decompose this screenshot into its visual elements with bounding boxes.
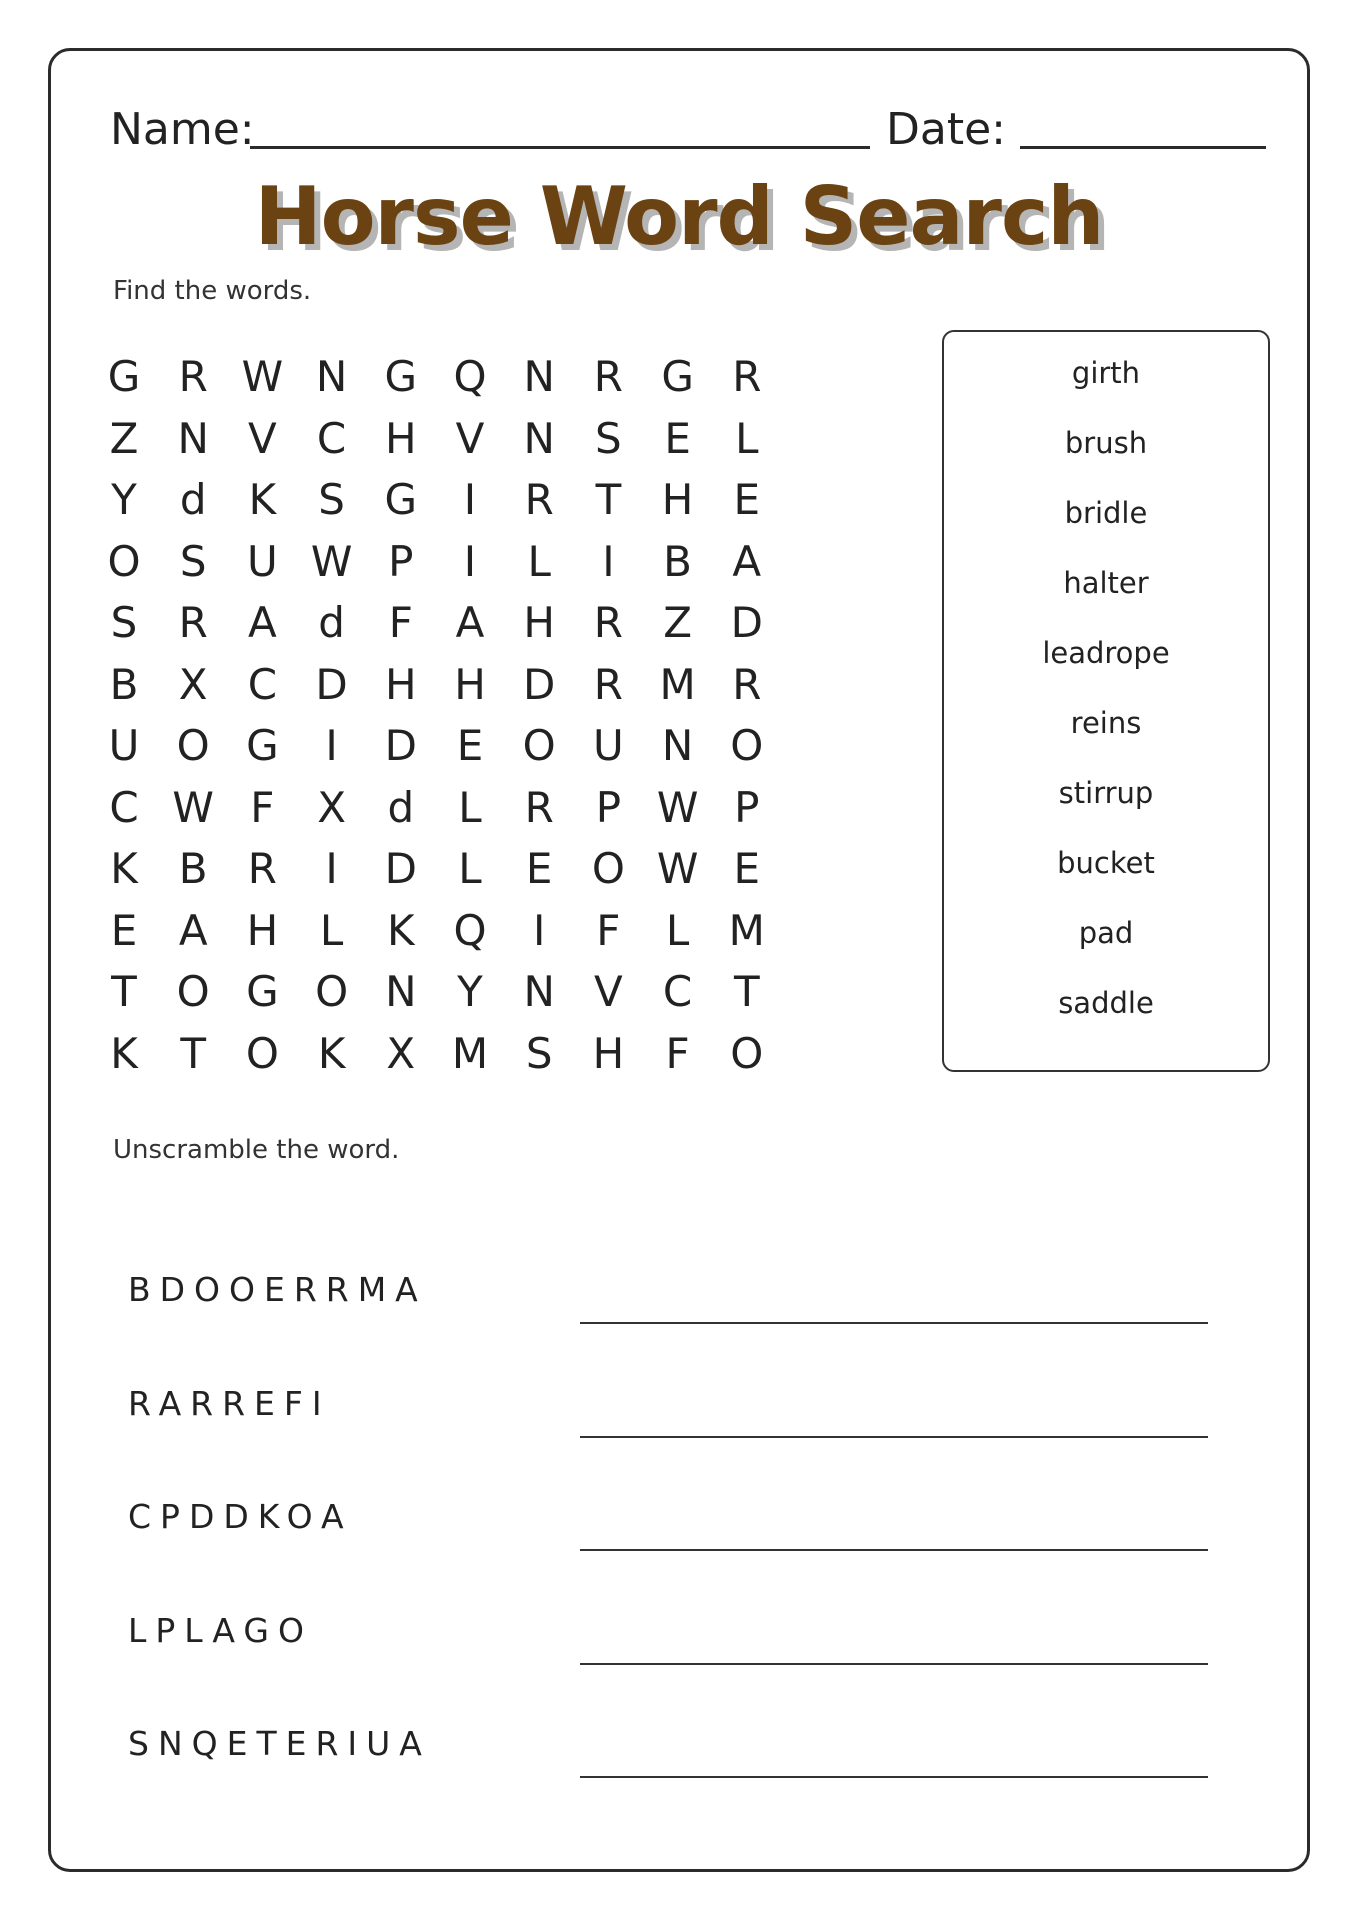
grid-letter[interactable]: F: [596, 905, 621, 955]
grid-letter[interactable]: A: [455, 598, 485, 647]
grid-letter[interactable]: G: [384, 352, 418, 401]
grid-letter[interactable]: E: [525, 844, 553, 893]
grid-letter[interactable]: F: [250, 782, 275, 832]
grid-letter[interactable]: X: [317, 782, 346, 832]
unscramble-instruction: Unscramble the word.: [113, 1135, 400, 1165]
grid-letter[interactable]: d: [387, 782, 415, 832]
grid-letter[interactable]: H: [661, 475, 694, 524]
grid-letter[interactable]: Z: [663, 598, 692, 647]
word-list-box: [942, 330, 1270, 1072]
grid-letter[interactable]: R: [593, 352, 623, 401]
word-list-item: saddle: [1058, 986, 1154, 1020]
answer-line[interactable]: [580, 1549, 1208, 1551]
word-list-item: bridle: [1064, 496, 1148, 530]
grid-letter[interactable]: C: [662, 967, 693, 1016]
grid-letter[interactable]: O: [591, 844, 625, 893]
scrambled-word: RARREFI: [128, 1383, 331, 1423]
grid-letter[interactable]: W: [172, 782, 214, 832]
grid-letter[interactable]: Y: [457, 967, 483, 1016]
grid-letter[interactable]: I: [463, 475, 477, 524]
grid-letter[interactable]: I: [463, 536, 477, 586]
grid-letter[interactable]: H: [454, 659, 486, 709]
word-list-item: stirrup: [1058, 776, 1154, 810]
grid-letter[interactable]: S: [595, 413, 622, 463]
grid-letter[interactable]: Z: [109, 413, 139, 463]
grid-letter[interactable]: O: [315, 967, 349, 1016]
grid-letter[interactable]: G: [246, 721, 279, 770]
grid-letter[interactable]: Q: [453, 905, 487, 955]
grid-letter[interactable]: L: [735, 413, 759, 463]
grid-letter[interactable]: E: [110, 905, 138, 955]
grid-letter[interactable]: U: [247, 536, 278, 586]
grid-letter[interactable]: G: [384, 475, 418, 524]
grid-letter[interactable]: I: [532, 905, 546, 955]
grid-letter[interactable]: A: [732, 536, 762, 586]
grid-letter[interactable]: R: [524, 475, 554, 524]
date-label: Date:: [886, 104, 1006, 155]
word-search-instruction: Find the words.: [113, 276, 312, 306]
grid-letter[interactable]: S: [318, 475, 345, 524]
word-list-item: pad: [1078, 916, 1134, 950]
grid-letter[interactable]: T: [733, 967, 760, 1016]
grid-letter[interactable]: U: [593, 721, 624, 770]
grid-letter[interactable]: E: [733, 475, 761, 524]
grid-letter[interactable]: G: [661, 352, 694, 401]
grid-letter[interactable]: O: [522, 721, 556, 770]
grid-letter[interactable]: H: [592, 1028, 625, 1078]
grid-letter[interactable]: N: [385, 967, 417, 1016]
grid-letter[interactable]: Y: [111, 475, 137, 524]
grid-letter[interactable]: D: [523, 659, 556, 709]
grid-letter[interactable]: N: [661, 721, 694, 770]
grid-letter[interactable]: M: [659, 659, 696, 709]
grid-letter[interactable]: N: [177, 413, 209, 463]
answer-line[interactable]: [580, 1436, 1208, 1438]
grid-letter[interactable]: E: [664, 413, 691, 463]
grid-letter[interactable]: B: [663, 536, 692, 586]
grid-letter[interactable]: E: [733, 844, 761, 893]
word-list-item: halter: [1063, 566, 1149, 600]
grid-letter[interactable]: R: [593, 598, 623, 647]
grid-letter[interactable]: S: [525, 1028, 553, 1078]
grid-letter[interactable]: P: [388, 536, 414, 586]
grid-letter[interactable]: G: [246, 967, 279, 1016]
grid-letter[interactable]: T: [595, 475, 622, 524]
grid-letter[interactable]: L: [458, 844, 482, 893]
answer-line[interactable]: [580, 1776, 1208, 1778]
grid-letter[interactable]: L: [458, 782, 482, 832]
grid-letter[interactable]: K: [317, 1028, 346, 1078]
grid-letter[interactable]: V: [455, 413, 485, 463]
grid-letter[interactable]: L: [665, 905, 690, 955]
scrambled-word: BDOOERRMA: [128, 1270, 427, 1309]
grid-letter[interactable]: S: [179, 536, 207, 586]
grid-letter[interactable]: X: [178, 659, 208, 709]
word-list-item: leadrope: [1042, 636, 1170, 670]
grid-letter[interactable]: K: [110, 844, 138, 893]
grid-letter[interactable]: R: [732, 352, 762, 401]
grid-letter[interactable]: T: [111, 967, 137, 1016]
grid-letter[interactable]: M: [728, 905, 765, 955]
grid-letter[interactable]: H: [523, 598, 555, 647]
unscramble-row: [128, 1384, 1208, 1464]
grid-letter[interactable]: H: [246, 905, 279, 955]
word-list-item: bucket: [1057, 846, 1155, 880]
answer-line[interactable]: [580, 1322, 1208, 1324]
unscramble-row: [128, 1611, 1208, 1691]
grid-letter[interactable]: L: [527, 536, 551, 586]
grid-letter[interactable]: I: [325, 844, 338, 893]
word-list-item: girth: [1071, 356, 1141, 390]
grid-letter[interactable]: L: [319, 905, 344, 955]
grid-letter[interactable]: G: [107, 352, 141, 401]
grid-letter[interactable]: d: [318, 598, 345, 647]
grid-letter[interactable]: A: [178, 905, 208, 955]
scrambled-word: SNQETERIUA: [128, 1724, 431, 1763]
name-field[interactable]: [250, 146, 870, 149]
name-label: Name:: [110, 104, 255, 155]
grid-letter[interactable]: N: [315, 352, 348, 401]
grid-letter[interactable]: C: [316, 413, 347, 463]
grid-letter[interactable]: E: [456, 721, 484, 770]
grid-letter[interactable]: I: [602, 536, 615, 586]
grid-letter[interactable]: O: [176, 967, 210, 1016]
grid-letter[interactable]: D: [315, 659, 348, 709]
grid-letter[interactable]: N: [523, 352, 555, 401]
grid-letter[interactable]: S: [110, 598, 138, 647]
scrambled-word: CPDDKOA: [128, 1497, 353, 1536]
grid-letter[interactable]: B: [109, 659, 139, 709]
grid-letter[interactable]: O: [107, 536, 141, 586]
grid-letter[interactable]: D: [730, 598, 763, 647]
grid-letter[interactable]: P: [734, 782, 760, 832]
grid-letter[interactable]: K: [110, 1028, 138, 1078]
grid-letter[interactable]: K: [387, 905, 415, 955]
grid-letter[interactable]: B: [178, 844, 208, 893]
grid-letter[interactable]: F: [665, 1028, 690, 1078]
grid-letter[interactable]: R: [178, 352, 208, 401]
grid-letter[interactable]: R: [732, 659, 762, 709]
grid-letter[interactable]: U: [108, 721, 140, 770]
grid-letter[interactable]: C: [109, 782, 139, 832]
grid-letter[interactable]: W: [656, 782, 699, 832]
grid-letter[interactable]: D: [384, 721, 417, 770]
grid-letter[interactable]: V: [248, 413, 277, 463]
grid-letter[interactable]: K: [248, 475, 277, 524]
grid-letter[interactable]: P: [595, 782, 622, 832]
grid-letter[interactable]: O: [245, 1028, 279, 1078]
grid-letter[interactable]: W: [656, 844, 699, 893]
scrambled-word: LPLAGO: [128, 1610, 313, 1650]
grid-letter[interactable]: W: [310, 536, 353, 586]
grid-letter[interactable]: D: [384, 844, 417, 893]
unscramble-row: [128, 1724, 1208, 1804]
word-list-item: reins: [1070, 706, 1142, 740]
grid-letter[interactable]: X: [386, 1028, 416, 1078]
grid-letter[interactable]: Q: [453, 352, 487, 401]
answer-line[interactable]: [580, 1663, 1208, 1665]
grid-letter[interactable]: T: [180, 1028, 207, 1078]
grid-letter[interactable]: A: [248, 598, 277, 647]
grid-letter[interactable]: R: [524, 782, 554, 832]
unscramble-row: [128, 1497, 1208, 1577]
word-list-item: brush: [1064, 426, 1148, 460]
grid-letter[interactable]: H: [385, 413, 417, 463]
grid-letter[interactable]: O: [730, 1028, 764, 1078]
grid-letter[interactable]: V: [594, 967, 623, 1016]
grid-letter[interactable]: R: [247, 844, 277, 893]
grid-letter[interactable]: N: [523, 413, 555, 463]
grid-letter[interactable]: O: [730, 721, 764, 770]
grid-letter[interactable]: R: [178, 598, 208, 647]
grid-letter[interactable]: M: [451, 1028, 489, 1078]
grid-letter[interactable]: R: [593, 659, 623, 709]
worksheet-title: Horse Word Search: [254, 170, 1104, 263]
grid-letter[interactable]: W: [241, 352, 284, 401]
grid-letter[interactable]: H: [385, 659, 417, 709]
grid-letter[interactable]: N: [523, 967, 555, 1016]
grid-letter[interactable]: C: [247, 659, 278, 709]
grid-letter[interactable]: O: [176, 721, 210, 770]
grid-letter[interactable]: F: [388, 598, 413, 647]
grid-letter[interactable]: d: [179, 475, 207, 524]
grid-letter[interactable]: I: [325, 721, 338, 770]
unscramble-row: [128, 1270, 1208, 1350]
name-date-row: [110, 100, 1266, 160]
date-field[interactable]: [1020, 146, 1266, 149]
